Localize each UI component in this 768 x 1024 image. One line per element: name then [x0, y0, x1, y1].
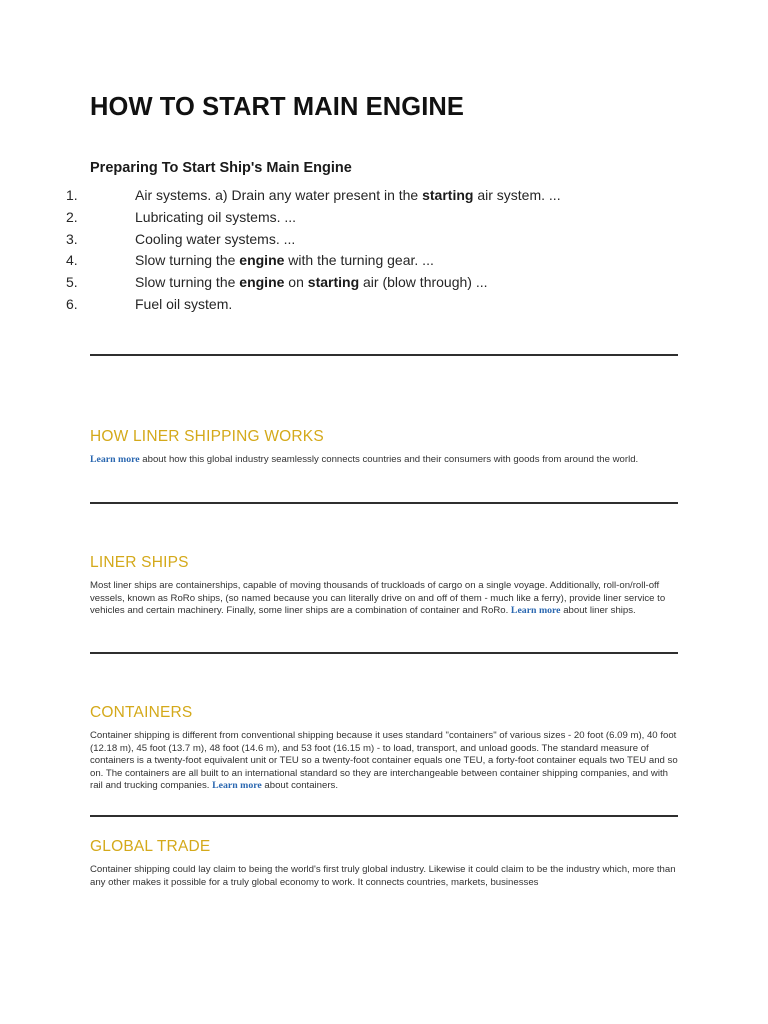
- section-text: Most liner ships are containerships, capable of moving thousands of truckloads of cargo on a single voyage. Additionally, roll-on/roll-off vessels, known as RoRo ships, (so named because you can literally drive on and off of them - much like a ferry), provide liner service to vehicles and certain machinery. Finally, some liner ships are a combination of container and RoRo.: [90, 580, 666, 617]
- section-liner-shipping: [90, 428, 678, 467]
- step-number: 3.: [66, 230, 78, 247]
- section-text-after: about containers.: [261, 780, 339, 792]
- step-fragment: air (blow through) ...: [359, 274, 488, 291]
- step-fragment: on: [284, 274, 308, 291]
- section-heading: HOW LINER SHIPPING WORKS: [90, 428, 324, 445]
- divider: [90, 815, 678, 817]
- section-containers: [90, 704, 678, 793]
- step-number: 5.: [66, 274, 78, 291]
- steps-list: [0, 187, 768, 318]
- step-fragment: Fuel oil system.: [135, 295, 233, 312]
- step-item: [0, 231, 768, 253]
- section-text: Container shipping is different from conventional shipping because it uses standard "containers" of various sizes - 20 foot (6.09 m), 40 foot (12.18 m), 45 foot (13.7 m), 48 foot (14.6 m), and 53 foot (16.15 m) - to load, transport, and unload goods. The standard measure of containers is a twenty-foot equivalent unit or TEU so a twenty-foot container equals one TEU, a forty-foot container equals two TEU and so on. The containers are all built to an international standard so they are interchangeable between container shipping companies, and with rail and trucking companies.: [90, 730, 678, 792]
- section-body: Container shipping could lay claim to being the world's first truly global industry. Likewise it could claim to be the industry which, more than any other makes it possible for a truly global economy to work. It connects countries, markets, businesses: [90, 864, 676, 888]
- step-text: [135, 187, 561, 203]
- learn-more-link[interactable]: Learn more: [510, 605, 561, 617]
- step-item: [0, 187, 768, 209]
- step-text: [135, 209, 296, 225]
- step-text: [135, 252, 434, 268]
- divider: [90, 354, 678, 356]
- step-fragment: with the turning gear. ...: [284, 252, 434, 269]
- section-heading: LINER SHIPS: [90, 554, 189, 571]
- step-fragment: air system. ...: [473, 187, 561, 203]
- section-heading: CONTAINERS: [90, 704, 193, 721]
- section-heading: GLOBAL TRADE: [90, 838, 211, 855]
- step-keyword: starting: [422, 187, 474, 203]
- section-body: [90, 580, 678, 618]
- section-body: [90, 454, 678, 467]
- step-fragment: Slow turning the: [135, 274, 240, 291]
- prep-heading: Preparing To Start Ship's Main Engine: [90, 160, 352, 176]
- section-text: about how this global industry seamlessly connects countries and their consumers with goods from around the world.: [139, 454, 639, 465]
- step-item: [0, 252, 768, 274]
- step-text: [135, 296, 232, 312]
- step-keyword: engine: [239, 252, 285, 269]
- divider: [90, 652, 678, 654]
- step-number: 1.: [66, 187, 78, 203]
- learn-more-link[interactable]: Learn more: [212, 780, 262, 792]
- section-text-after: about liner ships.: [560, 605, 636, 617]
- section-global-trade: [90, 838, 678, 889]
- step-item: [0, 274, 768, 296]
- step-fragment: Lubricating oil systems. ...: [135, 208, 297, 225]
- step-fragment: Slow turning the: [135, 252, 240, 269]
- learn-more-link[interactable]: Learn more: [90, 454, 140, 465]
- step-number: 4.: [66, 252, 78, 269]
- section-body: [90, 730, 678, 793]
- divider: [90, 502, 678, 504]
- step-item: [0, 209, 768, 231]
- step-keyword: engine: [239, 274, 285, 291]
- page-title: HOW TO START MAIN ENGINE: [90, 93, 465, 121]
- step-fragment: Air systems. a) Drain any water present in the: [135, 187, 423, 203]
- step-text: [135, 274, 488, 290]
- step-item: [0, 296, 768, 318]
- step-keyword: starting: [307, 274, 360, 291]
- step-text: [135, 231, 295, 247]
- step-number: 6.: [66, 295, 78, 312]
- section-liner-ships: [90, 554, 678, 618]
- step-fragment: Cooling water systems. ...: [135, 230, 296, 247]
- step-number: 2.: [66, 208, 78, 225]
